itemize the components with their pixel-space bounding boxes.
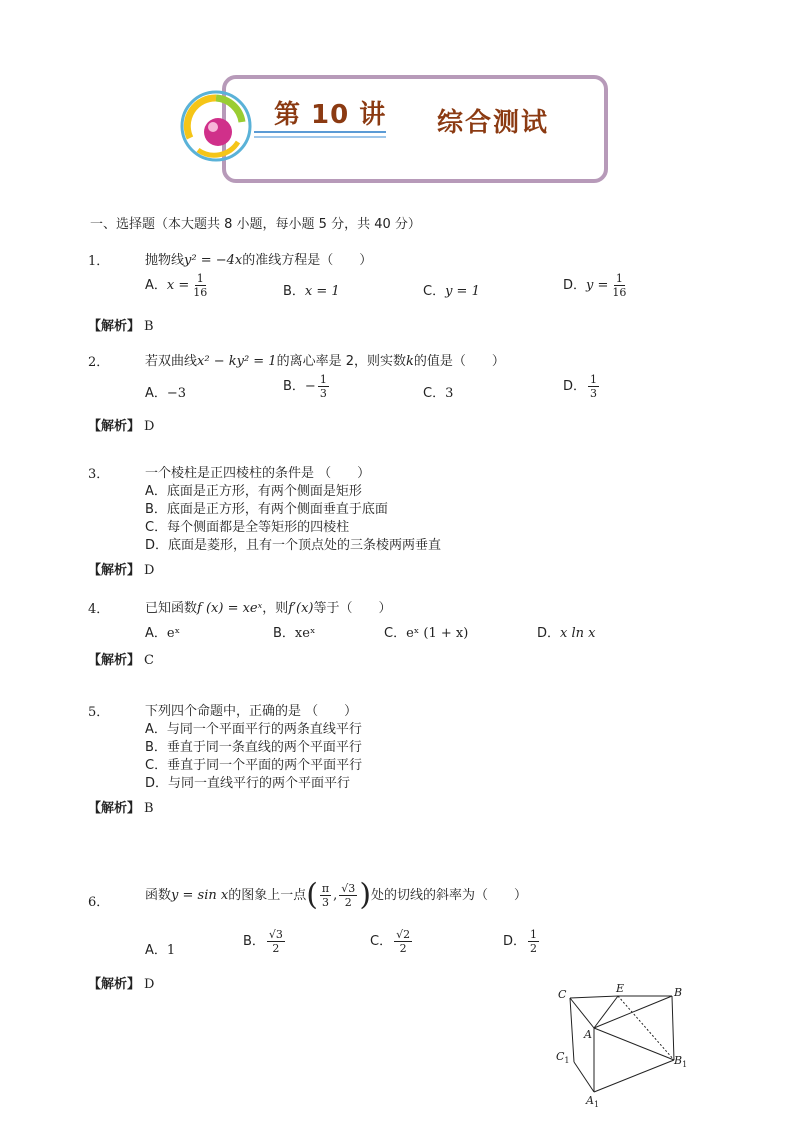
edge	[574, 1062, 594, 1092]
option-label: C．	[370, 934, 393, 949]
comma: ,	[333, 888, 338, 903]
option-b[interactable]	[243, 928, 287, 955]
edge	[594, 1028, 674, 1060]
option-d[interactable]: D．底面是菱形，且有一个顶点处的三条棱两两垂直	[145, 538, 442, 553]
question-number: 5．	[88, 705, 110, 720]
stem-text: 函数	[145, 888, 172, 903]
frac-denominator: 3	[590, 387, 598, 400]
vertex-label: B	[674, 986, 683, 999]
stem-math: y = sin x	[171, 888, 229, 903]
banner-logo-icon	[176, 86, 256, 166]
option-math: xeˣ	[294, 626, 316, 641]
option-c[interactable]	[370, 928, 414, 955]
option-label: A．	[145, 386, 167, 401]
option-label: B．	[273, 626, 295, 641]
option-label: B．	[283, 379, 305, 394]
frac-denominator: 2	[530, 942, 538, 955]
edge-hidden	[618, 996, 674, 1060]
frac-numerator: π	[321, 882, 330, 895]
frac-numerator: 1	[319, 373, 327, 386]
answer: D	[144, 977, 155, 992]
stem-math: k	[405, 354, 414, 369]
question-stem	[145, 876, 527, 916]
vertex-label: A	[584, 1028, 592, 1041]
option-b[interactable]: B．底面是正方形，有两个侧面垂直于底面	[145, 502, 388, 517]
banner-rule-bottom	[254, 136, 386, 138]
option-a[interactable]: A．底面是正方形，有两个侧面是矩形	[145, 484, 362, 499]
stem-math: f′(x)	[288, 601, 314, 616]
frac-numerator: 1	[615, 272, 623, 285]
analysis-label: 【解析】	[88, 419, 141, 434]
option-d[interactable]	[563, 373, 601, 400]
option-math: x = 1	[304, 284, 340, 299]
option-c[interactable]	[423, 382, 453, 401]
prism-figure	[550, 980, 700, 1110]
vertex-label: C	[558, 988, 567, 1001]
analysis	[88, 559, 154, 578]
option-label: D．	[503, 934, 527, 949]
stem-text: ，则	[262, 601, 289, 616]
edge	[570, 998, 594, 1028]
banner-rule-top	[254, 131, 386, 133]
question-number: 4．	[88, 602, 110, 617]
option-label: D．	[563, 278, 587, 293]
option-d[interactable]: D．与同一直线平行的两个平面平行	[145, 776, 351, 791]
frac-numerator: 1	[590, 373, 598, 386]
option-c[interactable]: C．垂直于同一个平面的两个平面平行	[145, 758, 363, 773]
option-math: y =	[586, 278, 609, 293]
frac-denominator: 3	[319, 387, 327, 400]
option-math: eˣ	[166, 626, 181, 641]
option-math: x ln x	[560, 626, 596, 641]
option-d[interactable]	[503, 928, 541, 955]
option-a[interactable]	[145, 939, 175, 958]
vertex-label: $A_1$	[586, 1094, 600, 1109]
option-a[interactable]: A．与同一个平面平行的两条直线平行	[145, 722, 362, 737]
vertex-label: E	[616, 982, 625, 995]
stem-text: 的值是（ ）	[413, 354, 505, 369]
option-label: C．	[384, 626, 407, 641]
option-math: y = 1	[445, 284, 480, 299]
option-math: 1	[166, 943, 176, 958]
option-b[interactable]	[273, 622, 315, 641]
analysis	[88, 315, 154, 334]
banner-subtitle: 综合测试	[437, 108, 550, 138]
frac-denominator: 16	[612, 286, 627, 299]
analysis	[88, 797, 154, 816]
analysis-label: 【解析】	[88, 977, 141, 992]
frac-denominator: 2	[344, 896, 352, 909]
option-label: D．	[537, 626, 561, 641]
paren-open: (	[306, 877, 318, 913]
frac-denominator: 2	[399, 942, 407, 955]
option-c[interactable]: C．每个侧面都是全等矩形的四棱柱	[145, 520, 350, 535]
vertex-label: $C_1$	[556, 1050, 570, 1065]
option-d[interactable]	[563, 272, 630, 299]
option-math: eˣ (1 + x)	[406, 626, 469, 641]
option-label: B．	[243, 934, 265, 949]
option-math: −3	[166, 386, 187, 401]
analysis	[88, 649, 154, 668]
option-math: x =	[166, 278, 190, 293]
option-label: A．	[145, 278, 167, 293]
question-number: 1．	[88, 254, 110, 269]
edge	[570, 996, 618, 998]
option-label: D．	[563, 379, 587, 394]
answer: D	[144, 419, 155, 434]
stem-math: y² = −4x	[184, 253, 243, 268]
option-math: −	[304, 379, 316, 394]
frac-numerator: √3	[341, 882, 356, 895]
edge	[672, 996, 674, 1060]
question-stem: 一个棱柱是正四棱柱的条件是 （ ）	[145, 466, 371, 481]
option-a[interactable]	[145, 272, 211, 299]
frac-denominator: 16	[193, 286, 208, 299]
option-c[interactable]	[384, 622, 468, 641]
analysis-label: 【解析】	[88, 653, 141, 668]
stem-text: 的准线方程是（ ）	[242, 253, 373, 268]
stem-text: 的图象上一点	[228, 888, 307, 903]
stem-math: x² − ky² = 1	[197, 354, 277, 369]
frac-denominator: 3	[322, 896, 330, 909]
frac-denominator: 2	[272, 942, 280, 955]
edge	[570, 998, 574, 1062]
answer: C	[144, 653, 154, 668]
analysis-label: 【解析】	[88, 319, 141, 334]
question-stem	[145, 249, 372, 268]
section-heading: 一、选择题（本大题共 8 小题，每小题 5 分，共 40 分）	[90, 217, 421, 232]
option-b[interactable]	[283, 280, 340, 299]
frac-numerator: √3	[268, 928, 283, 941]
option-a[interactable]	[145, 382, 186, 401]
option-b[interactable]	[283, 373, 331, 400]
frac-numerator: √2	[396, 928, 411, 941]
option-math: 3	[445, 386, 454, 401]
question-stem	[145, 597, 392, 616]
analysis	[88, 973, 154, 992]
edge	[594, 1060, 674, 1092]
answer: B	[144, 801, 154, 816]
frac-numerator: 1	[530, 928, 538, 941]
option-label: A．	[145, 943, 167, 958]
analysis	[88, 415, 154, 434]
question-number: 6．	[88, 895, 110, 910]
question-stem	[145, 350, 505, 369]
option-label: C．	[423, 386, 446, 401]
stem-text: 已知函数	[145, 601, 198, 616]
option-label: B．	[283, 284, 305, 299]
answer: D	[144, 563, 155, 578]
analysis-label: 【解析】	[88, 563, 141, 578]
answer: B	[144, 319, 154, 334]
stem-text: 的离心率是 2，则实数	[276, 354, 406, 369]
stem-text: 若双曲线	[145, 354, 198, 369]
banner-title: 第 10 讲	[274, 100, 387, 130]
paren-close: )	[359, 877, 372, 913]
vertex-label: $B_1$	[674, 1054, 688, 1069]
question-number: 3．	[88, 467, 110, 482]
option-a[interactable]	[145, 622, 180, 641]
stem-text: 处的切线的斜率为（ ）	[371, 888, 528, 903]
option-c[interactable]	[423, 280, 480, 299]
question-number: 2．	[88, 355, 110, 370]
analysis-label: 【解析】	[88, 801, 141, 816]
frac-numerator: 1	[196, 272, 204, 285]
option-d[interactable]	[537, 622, 595, 641]
stem-text: 等于（ ）	[313, 601, 392, 616]
option-b[interactable]: B．垂直于同一条直线的两个平面平行	[145, 740, 362, 755]
option-label: A．	[145, 626, 167, 641]
stem-math: f (x) = xeˣ	[197, 601, 263, 616]
question-stem: 下列四个命题中，正确的是 （ ）	[145, 704, 358, 719]
option-label: C．	[423, 284, 446, 299]
stem-text: 抛物线	[145, 253, 185, 268]
